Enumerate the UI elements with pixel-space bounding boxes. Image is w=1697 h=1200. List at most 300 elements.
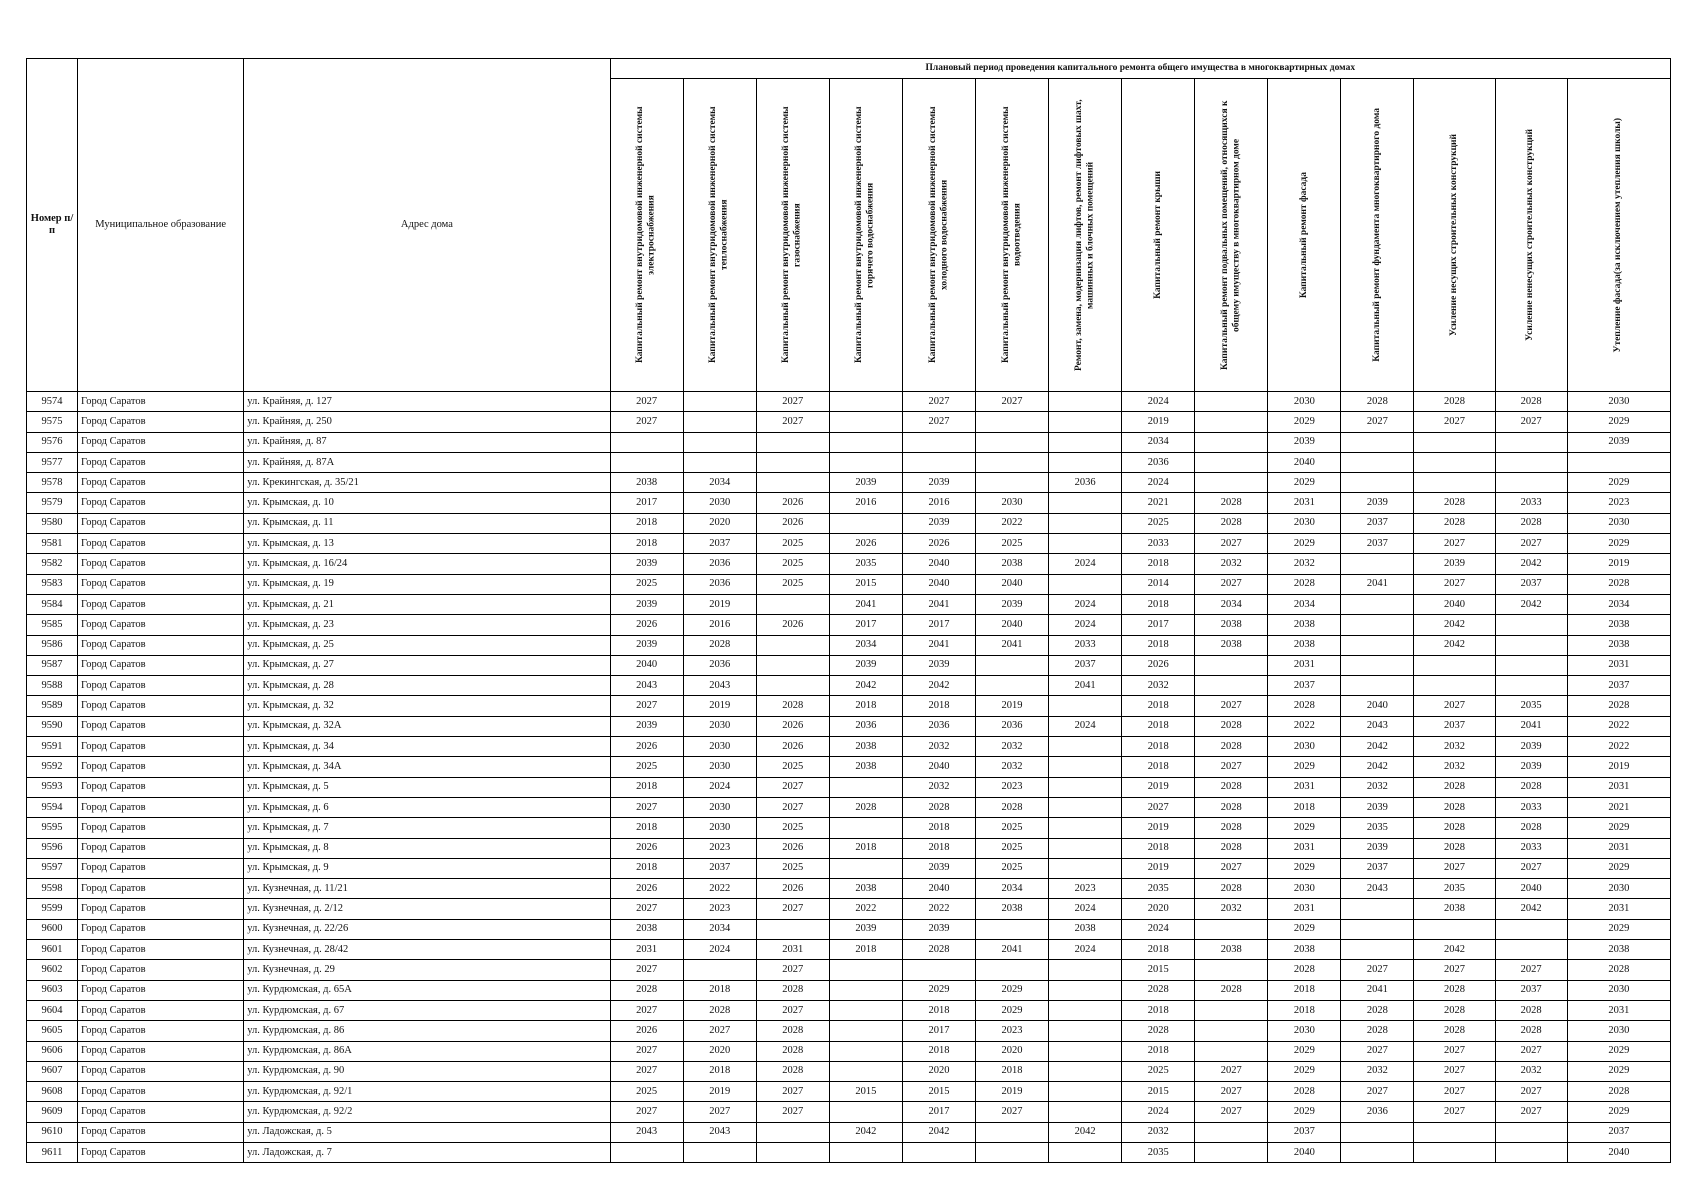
row-year-cell (1049, 574, 1122, 594)
row-year-cell: 2025 (1122, 513, 1195, 533)
row-year-cell: 2028 (976, 797, 1049, 817)
row-municipality: Город Саратов (78, 554, 244, 574)
row-municipality: Город Саратов (78, 473, 244, 493)
row-year-cell: 2018 (1122, 696, 1195, 716)
row-year-cell: 2038 (610, 473, 683, 493)
row-year-cell: 2026 (610, 615, 683, 635)
row-year-cell: 2027 (1414, 1041, 1495, 1061)
row-year-cell: 2028 (1195, 818, 1268, 838)
row-number: 9584 (27, 594, 78, 614)
row-year-cell: 2041 (902, 594, 975, 614)
table-row (27, 716, 1671, 736)
row-year-cell (1195, 919, 1268, 939)
row-year-cell (976, 1142, 1049, 1162)
table-row (27, 1021, 1671, 1041)
row-year-cell: 2028 (1122, 980, 1195, 1000)
row-year-cell (1049, 1041, 1122, 1061)
row-year-cell (610, 432, 683, 452)
row-year-cell: 2027 (1414, 960, 1495, 980)
row-year-cell: 2018 (683, 1061, 756, 1081)
row-year-cell: 2039 (1414, 554, 1495, 574)
row-year-cell: 2029 (1567, 1061, 1670, 1081)
row-year-cell: 2030 (683, 797, 756, 817)
row-year-cell: 2032 (976, 757, 1049, 777)
row-year-cell: 2040 (976, 574, 1049, 594)
row-year-cell (902, 960, 975, 980)
row-year-cell: 2028 (1567, 574, 1670, 594)
row-year-cell (683, 960, 756, 980)
row-year-cell: 2018 (1268, 797, 1341, 817)
row-year-cell (829, 980, 902, 1000)
row-year-cell: 2027 (1495, 960, 1567, 980)
row-year-cell: 2014 (1122, 574, 1195, 594)
row-year-cell: 2028 (1341, 392, 1414, 412)
row-year-cell: 2027 (1341, 412, 1414, 432)
row-year-cell: 2019 (1122, 412, 1195, 432)
row-year-cell: 2028 (1495, 777, 1567, 797)
row-address: ул. Крымская, д. 28 (244, 676, 610, 696)
row-year-cell: 2018 (829, 696, 902, 716)
row-year-cell: 2027 (610, 696, 683, 716)
row-year-cell: 2038 (1414, 899, 1495, 919)
row-municipality: Город Саратов (78, 777, 244, 797)
row-year-cell: 2015 (1122, 960, 1195, 980)
row-year-cell: 2026 (610, 879, 683, 899)
row-number: 9607 (27, 1061, 78, 1081)
row-address: ул. Крымская, д. 32А (244, 716, 610, 736)
row-year-cell (1049, 1000, 1122, 1020)
row-year-cell: 2026 (610, 737, 683, 757)
row-year-cell: 2032 (1341, 1061, 1414, 1081)
row-number: 9599 (27, 899, 78, 919)
row-year-cell: 2039 (829, 473, 902, 493)
row-number: 9592 (27, 757, 78, 777)
row-year-cell: 2029 (976, 1000, 1049, 1020)
row-year-cell (683, 392, 756, 412)
row-year-cell: 2023 (683, 838, 756, 858)
row-year-cell (1341, 676, 1414, 696)
row-year-cell: 2018 (610, 777, 683, 797)
row-year-cell: 2041 (829, 594, 902, 614)
row-year-cell (829, 960, 902, 980)
row-year-cell: 2034 (683, 919, 756, 939)
row-year-cell: 2027 (756, 899, 829, 919)
row-year-cell (1195, 473, 1268, 493)
row-address: ул. Крайняя, д. 250 (244, 412, 610, 432)
row-year-cell: 2031 (1268, 493, 1341, 513)
row-municipality: Город Саратов (78, 594, 244, 614)
row-year-cell: 2028 (1122, 1021, 1195, 1041)
row-year-cell (1341, 1142, 1414, 1162)
row-year-cell: 2043 (1341, 879, 1414, 899)
row-year-cell: 2037 (1567, 1122, 1670, 1142)
row-municipality: Город Саратов (78, 655, 244, 675)
row-year-cell (1195, 452, 1268, 472)
row-year-cell (1049, 797, 1122, 817)
row-year-cell: 2027 (1414, 858, 1495, 878)
row-year-cell: 2018 (902, 838, 975, 858)
row-year-cell: 2038 (1567, 940, 1670, 960)
table-row (27, 919, 1671, 939)
row-address: ул. Крымская, д. 32 (244, 696, 610, 716)
row-municipality: Город Саратов (78, 432, 244, 452)
row-year-cell: 2024 (1049, 940, 1122, 960)
row-number: 9604 (27, 1000, 78, 1020)
row-year-cell: 2038 (1268, 635, 1341, 655)
row-address: ул. Крымская, д. 13 (244, 534, 610, 554)
row-year-cell (1195, 960, 1268, 980)
row-year-cell: 2027 (1414, 696, 1495, 716)
row-year-cell: 2018 (1122, 757, 1195, 777)
row-address: ул. Курдюмская, д. 65А (244, 980, 610, 1000)
header-work-label: Капитальный ремонт внутридомовой инженерной системы холодного водоснабжения (927, 106, 949, 364)
row-year-cell: 2028 (683, 635, 756, 655)
row-year-cell: 2037 (683, 534, 756, 554)
row-year-cell: 2042 (1049, 1122, 1122, 1142)
table-row (27, 940, 1671, 960)
row-year-cell: 2028 (1567, 1082, 1670, 1102)
row-year-cell: 2031 (1268, 655, 1341, 675)
row-year-cell: 2034 (829, 635, 902, 655)
row-year-cell: 2027 (1495, 1102, 1567, 1122)
row-year-cell: 2027 (610, 797, 683, 817)
row-municipality: Город Саратов (78, 1082, 244, 1102)
row-year-cell (1341, 635, 1414, 655)
row-year-cell: 2019 (976, 1082, 1049, 1102)
row-municipality: Город Саратов (78, 818, 244, 838)
row-number: 9588 (27, 676, 78, 696)
row-address: ул. Кузнечная, д. 29 (244, 960, 610, 980)
header-work-label: Усиление ненесущих строительных конструкций (1525, 129, 1536, 341)
row-number: 9585 (27, 615, 78, 635)
row-year-cell: 2027 (610, 1102, 683, 1122)
row-number: 9577 (27, 452, 78, 472)
row-address: ул. Крымская, д. 19 (244, 574, 610, 594)
row-year-cell (1341, 432, 1414, 452)
row-year-cell: 2028 (756, 1061, 829, 1081)
row-year-cell: 2028 (1195, 513, 1268, 533)
table-row (27, 960, 1671, 980)
row-municipality: Город Саратов (78, 1000, 244, 1020)
row-municipality: Город Саратов (78, 919, 244, 939)
row-year-cell: 2040 (1495, 879, 1567, 899)
row-year-cell: 2019 (683, 1082, 756, 1102)
row-year-cell: 2028 (1414, 1000, 1495, 1020)
row-number: 9582 (27, 554, 78, 574)
row-year-cell (1495, 676, 1567, 696)
row-year-cell: 2043 (1341, 716, 1414, 736)
row-year-cell (683, 432, 756, 452)
table-row (27, 554, 1671, 574)
row-year-cell: 2017 (902, 1021, 975, 1041)
row-year-cell: 2018 (1122, 594, 1195, 614)
row-year-cell (756, 432, 829, 452)
row-year-cell: 2026 (756, 716, 829, 736)
row-address: ул. Кузнечная, д. 22/26 (244, 919, 610, 939)
row-year-cell: 2028 (902, 797, 975, 817)
table-row (27, 615, 1671, 635)
row-year-cell: 2030 (1567, 1021, 1670, 1041)
row-year-cell: 2022 (1567, 716, 1670, 736)
row-year-cell: 2027 (1195, 534, 1268, 554)
row-year-cell: 2032 (1414, 737, 1495, 757)
row-year-cell (1195, 1041, 1268, 1061)
row-municipality: Город Саратов (78, 1021, 244, 1041)
header-address: Адрес дома (244, 59, 610, 392)
row-year-cell: 2033 (1049, 635, 1122, 655)
row-year-cell: 2026 (1122, 655, 1195, 675)
row-year-cell: 2041 (1341, 980, 1414, 1000)
row-address: ул. Крайняя, д. 87А (244, 452, 610, 472)
row-year-cell: 2028 (1414, 513, 1495, 533)
row-year-cell: 2039 (1495, 737, 1567, 757)
row-year-cell (1414, 676, 1495, 696)
row-address: ул. Кузнечная, д. 2/12 (244, 899, 610, 919)
row-year-cell: 2042 (1495, 594, 1567, 614)
row-year-cell: 2037 (1049, 655, 1122, 675)
table-row (27, 1142, 1671, 1162)
row-year-cell (683, 412, 756, 432)
row-year-cell: 2024 (1122, 473, 1195, 493)
row-year-cell (1049, 777, 1122, 797)
row-year-cell (1049, 452, 1122, 472)
row-number: 9602 (27, 960, 78, 980)
table-row (27, 493, 1671, 513)
row-year-cell: 2042 (1414, 635, 1495, 655)
header-work-label: Капитальный ремонт внутридомовой инженерной системы электроснабжения (635, 106, 657, 364)
row-year-cell: 2043 (683, 1122, 756, 1142)
row-year-cell: 2027 (756, 392, 829, 412)
row-municipality: Город Саратов (78, 676, 244, 696)
row-year-cell: 2027 (1195, 1061, 1268, 1081)
row-year-cell: 2024 (1049, 615, 1122, 635)
row-number: 9583 (27, 574, 78, 594)
row-year-cell: 2032 (1495, 1061, 1567, 1081)
header-planned-period: Плановый период проведения капитального ремонта общего имущества в многоквартирных домах (610, 59, 1670, 79)
row-year-cell: 2028 (1414, 392, 1495, 412)
row-year-cell: 2032 (1122, 676, 1195, 696)
row-number: 9601 (27, 940, 78, 960)
row-year-cell: 2041 (902, 635, 975, 655)
row-number: 9608 (27, 1082, 78, 1102)
table-row (27, 513, 1671, 533)
header-work-label: Капитальный ремонт подвальных помещений, относящихся к общему имуществу в многоквартирном доме (1219, 100, 1242, 370)
row-year-cell: 2028 (610, 980, 683, 1000)
row-year-cell: 2018 (1122, 1000, 1195, 1020)
row-year-cell: 2034 (1268, 594, 1341, 614)
row-year-cell: 2018 (1122, 635, 1195, 655)
row-year-cell (1341, 899, 1414, 919)
row-year-cell: 2038 (1268, 940, 1341, 960)
table-row (27, 899, 1671, 919)
row-number: 9575 (27, 412, 78, 432)
row-year-cell: 2027 (1195, 757, 1268, 777)
row-year-cell (1049, 1082, 1122, 1102)
row-year-cell: 2025 (976, 838, 1049, 858)
row-year-cell: 2026 (756, 838, 829, 858)
row-year-cell: 2029 (1567, 858, 1670, 878)
row-year-cell: 2025 (1122, 1061, 1195, 1081)
row-year-cell: 2025 (976, 818, 1049, 838)
row-year-cell: 2021 (1567, 797, 1670, 817)
row-year-cell: 2028 (756, 1041, 829, 1061)
row-year-cell: 2027 (756, 960, 829, 980)
row-year-cell: 2027 (610, 412, 683, 432)
row-municipality: Город Саратов (78, 1061, 244, 1081)
row-year-cell: 2034 (1195, 594, 1268, 614)
row-year-cell (1049, 980, 1122, 1000)
table-row (27, 1082, 1671, 1102)
table-row (27, 534, 1671, 554)
row-year-cell (756, 473, 829, 493)
row-year-cell: 2028 (1414, 493, 1495, 513)
row-year-cell: 2023 (1049, 879, 1122, 899)
row-year-cell: 2039 (610, 594, 683, 614)
header-work-label: Капитальный ремонт внутридомовой инженерной системы горячего водоснабжения (854, 106, 876, 364)
table-row (27, 452, 1671, 472)
row-year-cell (829, 392, 902, 412)
row-year-cell (1341, 1122, 1414, 1142)
row-address: ул. Курдюмская, д. 92/2 (244, 1102, 610, 1122)
row-year-cell: 2031 (1268, 777, 1341, 797)
row-year-cell (756, 655, 829, 675)
row-year-cell (1341, 615, 1414, 635)
row-address: ул. Кузнечная, д. 11/21 (244, 879, 610, 899)
row-year-cell (976, 919, 1049, 939)
row-year-cell: 2016 (902, 493, 975, 513)
row-year-cell (1341, 554, 1414, 574)
row-year-cell (683, 1142, 756, 1162)
row-year-cell: 2036 (1049, 473, 1122, 493)
row-year-cell: 2018 (1122, 940, 1195, 960)
row-year-cell: 2039 (610, 716, 683, 736)
row-number: 9587 (27, 655, 78, 675)
row-address: ул. Курдюмская, д. 86А (244, 1041, 610, 1061)
row-year-cell: 2027 (1195, 574, 1268, 594)
header-work-label: Капитальный ремонт внутридомовой инженерной системы газоснабжения (781, 106, 803, 364)
row-year-cell: 2030 (683, 737, 756, 757)
row-year-cell: 2024 (683, 777, 756, 797)
row-number: 9610 (27, 1122, 78, 1142)
row-year-cell: 2039 (829, 655, 902, 675)
header-work-12 (1414, 79, 1495, 392)
row-year-cell: 2028 (1341, 1000, 1414, 1020)
header-work-6 (976, 79, 1049, 392)
table-row (27, 635, 1671, 655)
row-year-cell: 2031 (756, 940, 829, 960)
row-year-cell (829, 1000, 902, 1020)
row-year-cell (1049, 513, 1122, 533)
row-address: ул. Крымская, д. 16/24 (244, 554, 610, 574)
row-year-cell: 2036 (976, 716, 1049, 736)
row-year-cell (1567, 452, 1670, 472)
row-year-cell: 2038 (610, 919, 683, 939)
row-year-cell: 2019 (683, 594, 756, 614)
row-year-cell: 2030 (1567, 879, 1670, 899)
row-year-cell: 2043 (610, 1122, 683, 1142)
row-year-cell: 2027 (1495, 858, 1567, 878)
row-year-cell: 2031 (1567, 777, 1670, 797)
row-year-cell: 2028 (1195, 716, 1268, 736)
row-year-cell: 2030 (1268, 392, 1341, 412)
row-year-cell: 2026 (756, 493, 829, 513)
header-work-4 (829, 79, 902, 392)
row-year-cell: 2038 (1049, 919, 1122, 939)
row-year-cell: 2035 (829, 554, 902, 574)
row-year-cell: 2027 (976, 1102, 1049, 1122)
row-year-cell: 2018 (610, 818, 683, 838)
row-year-cell (1495, 635, 1567, 655)
table-row (27, 1122, 1671, 1142)
row-year-cell: 2019 (1122, 858, 1195, 878)
row-year-cell (1495, 452, 1567, 472)
row-address: ул. Курдюмская, д. 86 (244, 1021, 610, 1041)
row-year-cell: 2018 (829, 838, 902, 858)
row-year-cell: 2029 (1268, 412, 1341, 432)
row-year-cell: 2019 (1122, 818, 1195, 838)
row-year-cell: 2031 (1567, 1000, 1670, 1020)
row-year-cell: 2035 (1122, 1142, 1195, 1162)
row-year-cell: 2027 (1414, 534, 1495, 554)
row-year-cell: 2031 (1268, 899, 1341, 919)
row-year-cell: 2031 (1268, 838, 1341, 858)
row-year-cell: 2016 (829, 493, 902, 513)
row-year-cell: 2034 (976, 879, 1049, 899)
row-year-cell: 2027 (756, 777, 829, 797)
row-year-cell (829, 412, 902, 432)
row-year-cell (1341, 940, 1414, 960)
row-year-cell: 2035 (1122, 879, 1195, 899)
row-year-cell (1495, 1122, 1567, 1142)
row-year-cell: 2029 (902, 980, 975, 1000)
row-year-cell: 2042 (902, 1122, 975, 1142)
row-year-cell: 2018 (902, 696, 975, 716)
row-year-cell: 2036 (902, 716, 975, 736)
row-year-cell: 2027 (610, 1041, 683, 1061)
row-year-cell: 2028 (1495, 392, 1567, 412)
row-year-cell (829, 1021, 902, 1041)
row-year-cell: 2042 (1414, 615, 1495, 635)
row-number: 9574 (27, 392, 78, 412)
row-year-cell (1341, 473, 1414, 493)
table-row (27, 980, 1671, 1000)
row-year-cell: 2018 (1122, 838, 1195, 858)
row-year-cell: 2042 (1341, 757, 1414, 777)
row-year-cell: 2033 (1495, 797, 1567, 817)
row-municipality: Город Саратов (78, 716, 244, 736)
row-year-cell (976, 432, 1049, 452)
row-municipality: Город Саратов (78, 635, 244, 655)
row-year-cell: 2015 (829, 1082, 902, 1102)
row-year-cell: 2031 (1567, 899, 1670, 919)
row-year-cell: 2017 (902, 1102, 975, 1122)
row-year-cell: 2029 (1268, 1041, 1341, 1061)
table-row (27, 818, 1671, 838)
table-row (27, 777, 1671, 797)
row-year-cell: 2018 (1268, 980, 1341, 1000)
row-year-cell (1341, 655, 1414, 675)
row-address: ул. Крымская, д. 10 (244, 493, 610, 513)
row-year-cell: 2030 (1567, 513, 1670, 533)
row-year-cell: 2037 (1495, 980, 1567, 1000)
row-year-cell (610, 452, 683, 472)
row-year-cell (1049, 838, 1122, 858)
row-year-cell (1414, 432, 1495, 452)
row-number: 9586 (27, 635, 78, 655)
row-year-cell: 2027 (610, 1000, 683, 1020)
header-work-label: Капитальный ремонт фундамента многоквартирного дома (1371, 108, 1382, 362)
row-year-cell (976, 960, 1049, 980)
